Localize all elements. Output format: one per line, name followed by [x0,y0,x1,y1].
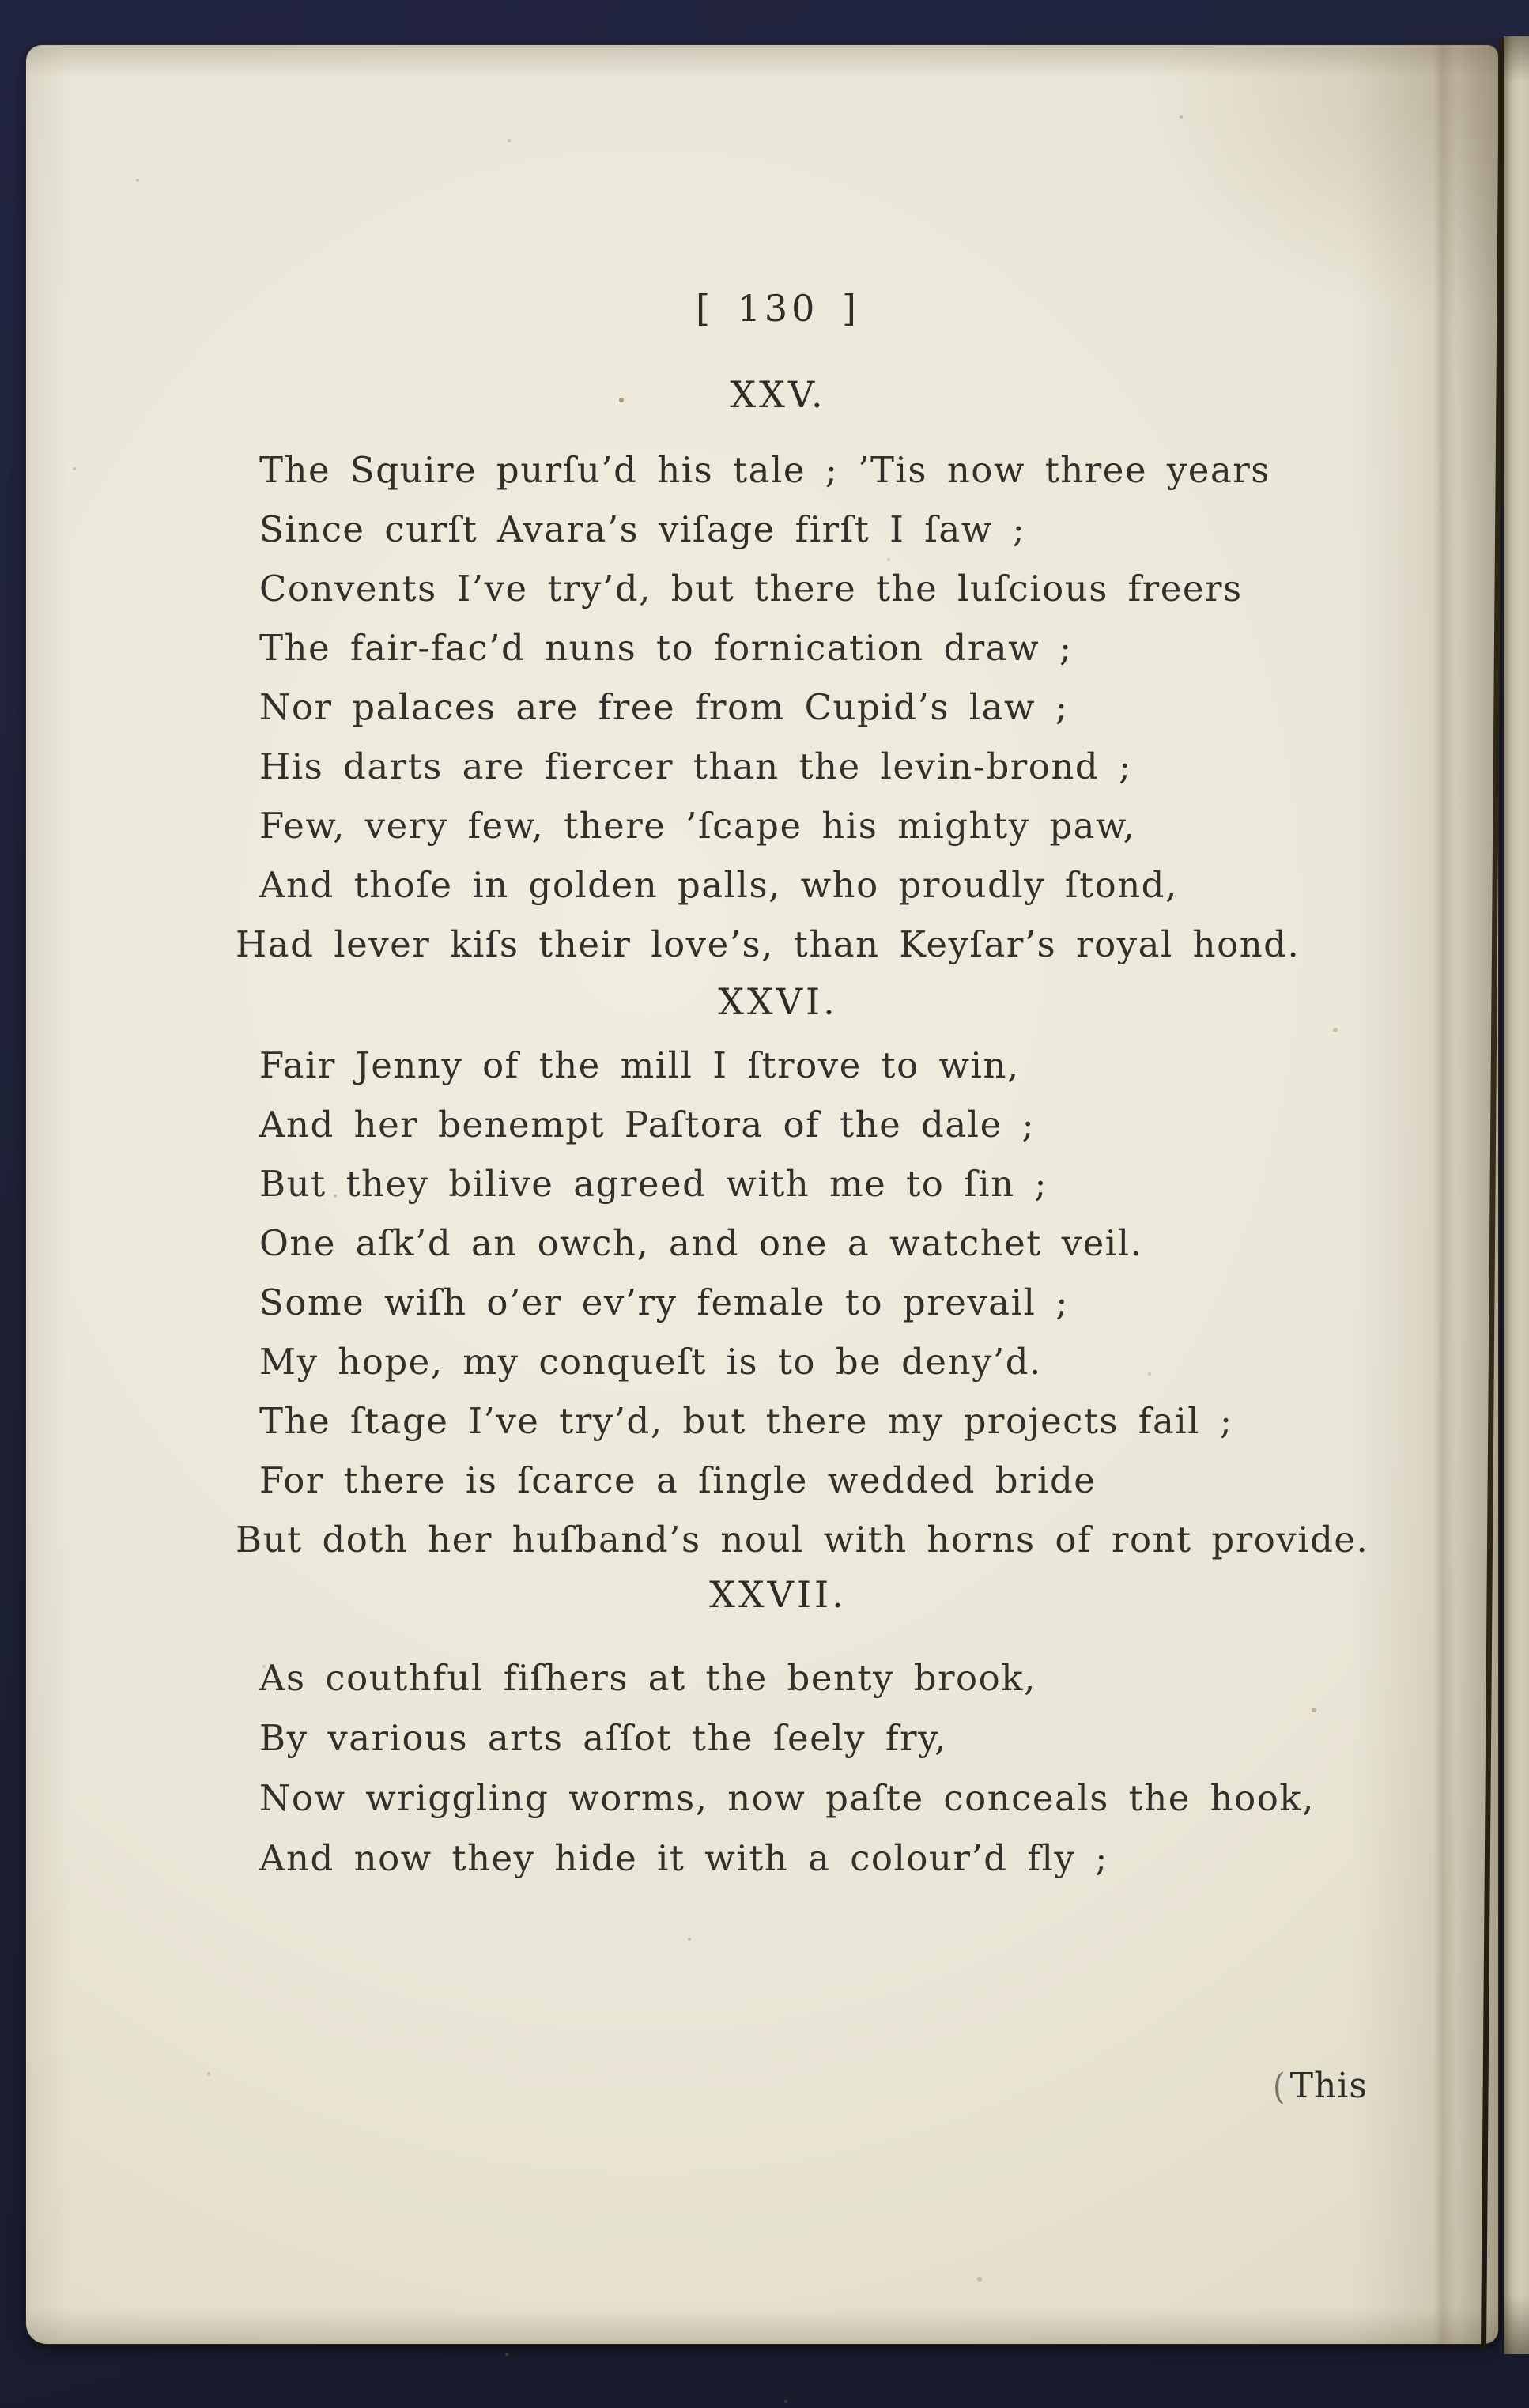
stanza-xxvii [259,1572,1315,1889]
stanza-lines [236,440,1301,974]
stanza-xxv [236,372,1301,974]
poem-line: His darts are fiercer than the levin-brond ; [259,745,1132,787]
poem-line: One aſk’d an owch, and one a watchet veil. [259,1222,1143,1264]
adjacent-page-edge [1504,36,1529,2354]
stanza-xxvi [236,979,1369,1569]
poem-line: As couthful fiſhers at the benty brook, [259,1657,1036,1699]
stanza-heading: XXV. [730,373,826,416]
catchword-text: This [1289,2066,1368,2106]
poem-line: But doth her huſband’s noul with horns of ront provide. [236,1519,1369,1561]
poem-line: The ſtage I’ve try’d, but there my projects fail ; [259,1400,1233,1442]
stanza-lines [259,1648,1315,1889]
poem-line: Convents I’ve try’d, but there the luſcious freers [259,568,1243,610]
book-page [26,45,1498,2344]
poem-line: The Squire purſu’d his tale ; ’Tis now three years [259,449,1270,491]
poem-line: Nor palaces are free from Cupid’s law ; [259,686,1069,728]
poem-line: For there is ſcarce a ſingle wedded bride [259,1459,1097,1501]
stanza-heading: XXVI. [718,980,838,1023]
poem-line: And her benempt Paſtora of the dale ; [259,1104,1036,1145]
poem-line: Had lever kiſs their love’s, than Keyſar’s royal hond. [236,923,1301,965]
poem-line: And now they hide it with a colour’d fly ; [259,1837,1108,1879]
poem-line: And thoſe in golden palls, who proudly ſtond, [259,864,1178,906]
page-number: [ 130 ] [696,287,860,330]
poem-line: Now wriggling worms, now paſte conceals the hook, [259,1777,1315,1819]
ink-mark: ( [1273,2066,1286,2108]
poem-line: Since curſt Avara’s viſage firſt I ſaw ; [259,508,1026,550]
poem-line: By various arts aſſot the ſeely fry, [259,1717,947,1759]
catchword [1273,2066,1368,2106]
poem-line: Fair Jenny of the mill I ſtrove to win, [259,1044,1020,1086]
poem-line: The fair-fac’d nuns to fornication draw ; [259,627,1073,669]
stanza-lines [236,1036,1369,1569]
poem-line: Few, very few, there ’ſcape his mighty paw, [259,805,1136,847]
paper-specks [26,45,28,47]
poem-line: Some wiſh o’er ev’ry female to prevail ; [259,1281,1069,1323]
poem-line: But they bilive agreed with me to ſin ; [259,1163,1048,1205]
stanza-heading: XXVII. [709,1573,847,1616]
poem-line: My hope, my conqueſt is to be deny’d. [259,1341,1042,1383]
